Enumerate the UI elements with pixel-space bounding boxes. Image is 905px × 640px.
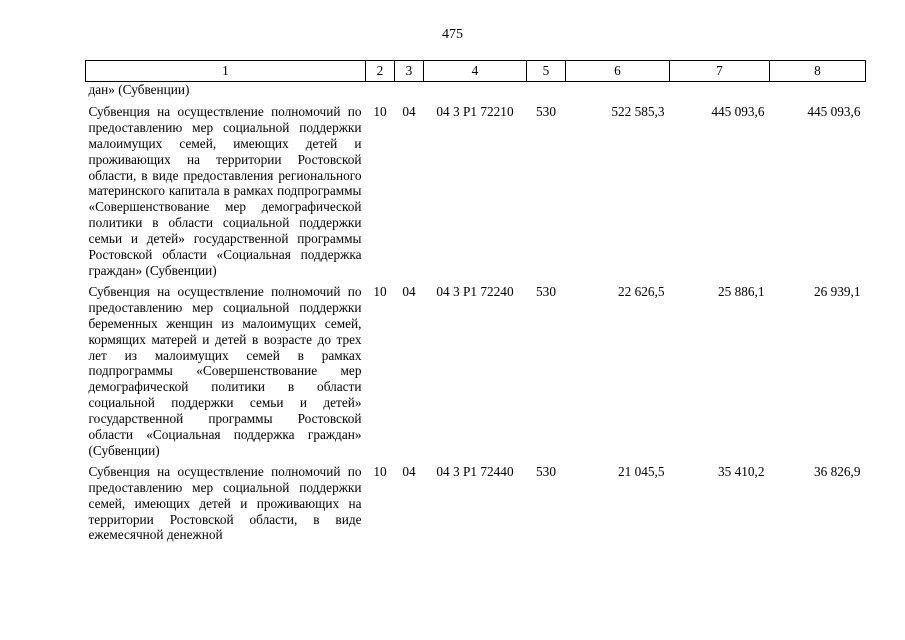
row-amount-col8: 36 826,9 (813, 463, 861, 479)
row-amount-col8: 445 093,6 (807, 103, 861, 119)
continuation-text: дан» (Субвенции) (88, 82, 190, 97)
header-col-7: 7 (670, 61, 770, 82)
header-col-1: 1 (86, 61, 366, 82)
header-col-6: 6 (566, 61, 670, 82)
header-col-3: 3 (395, 61, 424, 82)
row-amount-col6: 522 585,3 (611, 103, 665, 119)
row-target-article: 04 3 Р1 72440 (436, 463, 514, 479)
row-subsection: 04 (402, 283, 416, 299)
header-col-2: 2 (366, 61, 395, 82)
row-subsection: 04 (402, 463, 416, 479)
row-section: 10 (373, 283, 387, 299)
table-row (86, 102, 866, 282)
page-number: 475 (442, 27, 463, 42)
row-target-article: 04 3 Р1 72240 (436, 283, 514, 299)
row-subsection: 04 (402, 103, 416, 119)
continuation-row (86, 82, 866, 102)
row-section: 10 (373, 103, 387, 119)
row-section: 10 (373, 463, 387, 479)
row-target-article: 04 3 Р1 72210 (436, 103, 514, 119)
row-expense-type: 530 (536, 463, 556, 479)
row-description: Субвенция на осуществление полномочий по предоставлению мер социальной поддержки семей, имеющих детей и проживающих на территории Ростовской области, в виде ежемесячной денежной (88, 463, 362, 543)
row-amount-col6: 21 045,5 (617, 463, 665, 479)
table-row (86, 282, 866, 462)
header-row (86, 61, 866, 82)
row-amount-col7: 25 886,1 (717, 283, 765, 299)
header-col-8: 8 (770, 61, 866, 82)
row-amount-col7: 35 410,2 (717, 463, 765, 479)
row-description: Субвенция на осуществление полномочий по предоставлению мер социальной поддержки малоимущих семей, имеющих детей и проживающих на территории Ростовской области, в виде предоставления регионального материнского капитала в рамках подпрограммы «Совершенствование мер демографической политики в области социальной поддержки семьи и детей» государственной программы Ростовской области «Социальная поддержка граждан» (Субвенции) (88, 103, 362, 278)
header-col-4: 4 (424, 61, 527, 82)
table-header (86, 61, 866, 82)
row-amount-col7: 445 093,6 (711, 103, 765, 119)
row-description: Субвенция на осуществление полномочий по предоставлению мер социальной поддержки беременных женщин из малоимущих семей, кормящих матерей и детей в возрасте до трех лет из малоимущих семей в рамках подпрограммы «Совершенствование мер демографической политики в области социальной поддержки семьи и детей» государственной программы Ростовской области «Социальная поддержка граждан» (Субвенции) (88, 283, 362, 458)
row-amount-col6: 22 626,5 (617, 283, 665, 299)
header-col-5: 5 (527, 61, 566, 82)
row-expense-type: 530 (536, 103, 556, 119)
row-amount-col8: 26 939,1 (813, 283, 861, 299)
budget-table (85, 60, 866, 546)
row-expense-type: 530 (536, 283, 556, 299)
table-row (86, 462, 866, 547)
